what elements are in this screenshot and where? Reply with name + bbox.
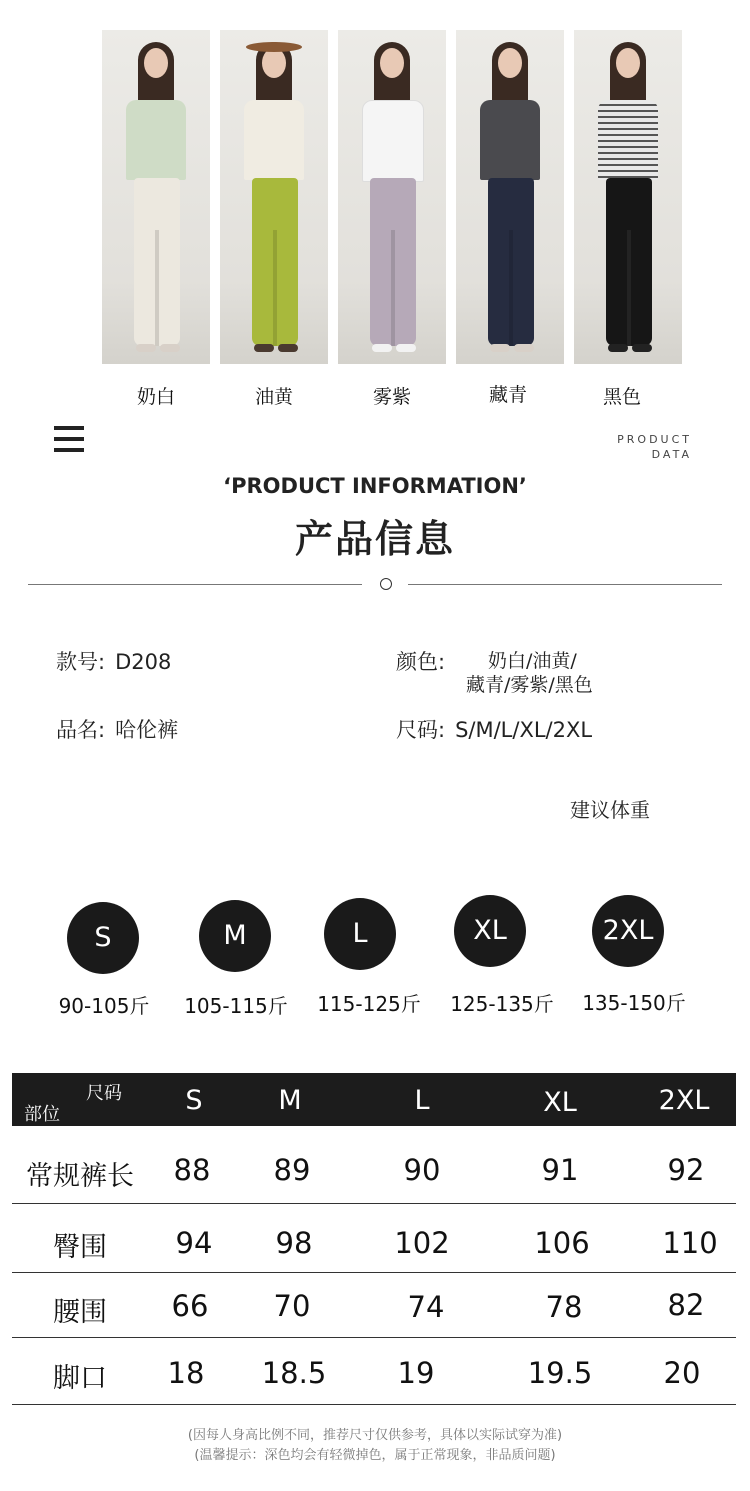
product-data-line2: DATA: [651, 448, 692, 461]
table-cell: 91: [541, 1153, 579, 1187]
divider-line: [28, 584, 362, 585]
size-weight-2xl: 135-150斤: [582, 991, 686, 1015]
model-leg-gap: [273, 230, 277, 346]
model-shoe: [514, 344, 534, 352]
size-weight-s: 90-105斤: [58, 994, 150, 1018]
section-title-chinese: 产品信息: [294, 516, 455, 561]
model-photo-cream: [102, 30, 210, 364]
recommended-weight-heading: 建议体重: [570, 798, 650, 822]
divider-line: [408, 584, 722, 585]
table-cell: 110: [662, 1226, 718, 1260]
size-badge-s: S: [67, 902, 139, 974]
table-cell: 18.5: [261, 1356, 327, 1390]
table-column-header: S: [185, 1085, 203, 1116]
table-corner-part-label: 部位: [24, 1104, 60, 1125]
model-head: [262, 48, 286, 78]
size-weight-m: 105-115斤: [184, 994, 288, 1018]
table-cell: 89: [273, 1153, 311, 1187]
table-cell: 18: [167, 1356, 205, 1390]
size-options: [396, 714, 592, 744]
table-cell: 66: [171, 1289, 209, 1323]
color-options-label: 颜色:: [396, 650, 446, 674]
section-title-english: ‘PRODUCT INFORMATION’: [223, 474, 527, 498]
color-fading-note: (温馨提示：深色均会有轻微掉色，属于正常现象，非品质问题): [194, 1448, 556, 1463]
table-row-divider: [12, 1272, 736, 1273]
table-cell: 92: [667, 1153, 705, 1187]
table-column-header: XL: [543, 1087, 577, 1118]
table-cell: 90: [403, 1153, 441, 1187]
table-cell: 94: [175, 1226, 213, 1260]
model-leg-gap: [627, 230, 631, 346]
color-options-line1: 奶白/油黄/: [488, 650, 577, 672]
table-column-header: L: [414, 1085, 430, 1116]
size-options-label: 尺码:: [396, 718, 446, 742]
color-label: 雾紫: [372, 386, 411, 408]
product-name-label: 品名:: [56, 718, 106, 742]
size-badge-2xl: 2XL: [592, 895, 664, 967]
table-cell: 78: [545, 1290, 583, 1324]
model-leg-gap: [391, 230, 395, 346]
model-photo-purple: [338, 30, 446, 364]
table-cell: 82: [667, 1288, 705, 1322]
table-row-label: 腰围: [53, 1297, 107, 1328]
model-shoe: [372, 344, 392, 352]
style-number-value: D208: [115, 650, 172, 674]
model-leg-gap: [509, 230, 513, 346]
model-shoe: [136, 344, 156, 352]
product-data-caption: [617, 432, 692, 462]
table-cell: 106: [534, 1226, 590, 1260]
table-cell: 20: [663, 1356, 701, 1390]
model-top: [480, 100, 540, 180]
size-badge-m: M: [199, 900, 271, 972]
table-row-label: 臀围: [53, 1232, 107, 1263]
color-label: 黑色: [602, 386, 641, 408]
model-head: [380, 48, 404, 78]
model-top: [126, 100, 186, 180]
model-shoe: [632, 344, 652, 352]
model-head: [498, 48, 522, 78]
model-shoe: [160, 344, 180, 352]
model-shoe: [608, 344, 628, 352]
model-leg-gap: [155, 230, 159, 346]
model-hat: [246, 42, 302, 52]
table-column-header: M: [278, 1085, 302, 1116]
table-row-label: 脚口: [53, 1363, 107, 1394]
table-cell: 19: [397, 1356, 435, 1390]
color-label: 油黄: [254, 386, 293, 408]
product-name-value: 哈伦裤: [115, 718, 179, 742]
size-weight-xl: 125-135斤: [450, 992, 554, 1016]
model-shoe: [254, 344, 274, 352]
table-corner-size-label: 尺码: [86, 1083, 122, 1104]
divider-circle-icon: [380, 578, 392, 590]
model-shoe: [278, 344, 298, 352]
table-cell: 70: [273, 1289, 311, 1323]
model-photo-black: [574, 30, 682, 364]
model-head: [616, 48, 640, 78]
model-shoe: [396, 344, 416, 352]
size-options-value: S/M/L/XL/2XL: [455, 718, 593, 742]
style-number-label: 款号:: [56, 650, 106, 674]
model-photo-navy: [456, 30, 564, 364]
color-label: 奶白: [136, 386, 175, 408]
style-number: [56, 646, 171, 676]
table-cell: 98: [275, 1226, 313, 1260]
color-label: 藏青: [488, 384, 527, 406]
model-top: [362, 100, 424, 182]
model-top: [244, 100, 304, 180]
size-badge-xl: XL: [454, 895, 526, 967]
fit-disclaimer-note: (因每人身高比例不同，推荐尺寸仅供参考，具体以实际试穿为准): [187, 1428, 563, 1443]
table-row-divider: [12, 1203, 736, 1204]
model-photo-yellow: [220, 30, 328, 364]
table-cell: 74: [407, 1290, 445, 1324]
product-data-line1: PRODUCT: [617, 433, 692, 446]
size-badge-l: L: [324, 898, 396, 970]
product-name: [56, 714, 178, 744]
table-cell: 102: [394, 1226, 450, 1260]
model-shoe: [490, 344, 510, 352]
table-row-divider: [12, 1337, 736, 1338]
table-cell: 88: [173, 1153, 211, 1187]
size-table-header: [12, 1073, 736, 1126]
menu-icon: [54, 426, 84, 452]
table-row-divider: [12, 1404, 736, 1405]
size-weight-l: 115-125斤: [317, 992, 421, 1016]
model-top: [598, 100, 658, 180]
model-head: [144, 48, 168, 78]
table-row-label: 常规裤长: [26, 1161, 134, 1192]
table-cell: 19.5: [527, 1356, 593, 1390]
table-column-header: 2XL: [658, 1085, 710, 1116]
color-options-line2: 藏青/雾紫/黑色: [466, 674, 593, 696]
